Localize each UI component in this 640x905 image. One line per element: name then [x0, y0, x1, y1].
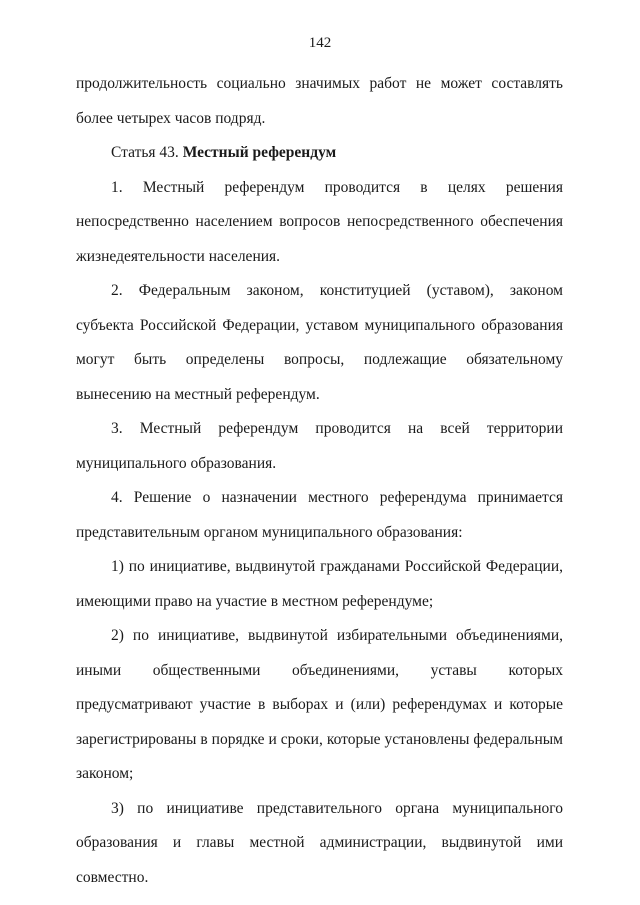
paragraph-1: 1. Местный референдум проводится в целях решения непосредственно населением вопросов непосредственного обеспечения жизнедеятельности населения. [76, 178, 563, 265]
paragraph-continuation: продолжительность социально значимых работ не может составлять более четырех часов подряд. [76, 75, 563, 127]
document-body [76, 67, 563, 895]
paragraph-4: 4. Решение о назначении местного референдума принимается представительным органом муниципального образования: [76, 489, 563, 541]
paragraph-3: 3. Местный референдум проводится на всей территории муниципального образования. [76, 420, 563, 472]
list-item-1: 1) по инициативе, выдвинутой гражданами Российской Федерации, имеющими право на участие в местном референдуме; [76, 558, 563, 610]
article-title: Местный референдум [182, 144, 337, 161]
article-number: Статья 43. [111, 144, 179, 161]
list-item-3: 3) по инициативе представительного органа муниципального образования и главы местной администрации, выдвинутой ими совместно. [76, 799, 563, 886]
paragraph-2: 2. Федеральным законом, конституцией (уставом), законом субъекта Российской Федерации, уставом муниципального образования могут быть определены вопросы, подлежащие обязательному вынесению на местный референдум. [76, 282, 563, 403]
list-item-2: 2) по инициативе, выдвинутой избирательными объединениями, иными общественными объединениями, уставы которых предусматривают участие в выборах и (или) референдумах и которые зарегистрированы в порядке и сроки, которые установлены федеральным законом; [76, 627, 563, 782]
page-number: 142 [308, 35, 332, 51]
article-heading [76, 136, 563, 171]
